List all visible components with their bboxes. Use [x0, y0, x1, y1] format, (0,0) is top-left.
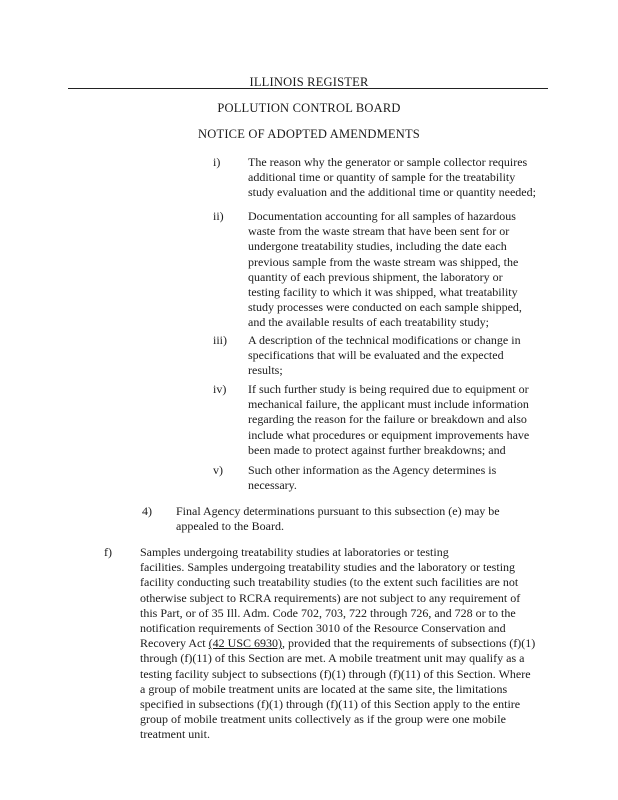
- item-iii-text: [248, 333, 540, 379]
- item-i-text: [248, 155, 540, 201]
- text-line: a group of mobile treatment units are located at the same site, the limitations: [140, 681, 508, 696]
- text-line: mechanical failure, the applicant must include information: [248, 397, 529, 412]
- text-span: Recovery Act: [140, 636, 209, 651]
- text-line: waste from the waste stream that have been sent for or: [248, 224, 510, 239]
- text-line: Samples undergoing treatability studies at laboratories or testing: [140, 545, 449, 559]
- section-f-label: f): [104, 545, 112, 559]
- text-line: been made to protect against further breakdowns; and: [248, 442, 506, 457]
- text-line: A description of the technical modifications or change in: [248, 333, 521, 347]
- text-line: regarding the reason for the failure or breakdown and also: [248, 412, 527, 427]
- item-ii-label: ii): [213, 209, 224, 223]
- text-line: study evaluation and the additional time or quantity needed;: [248, 185, 536, 200]
- board-title: POLLUTION CONTROL BOARD: [217, 101, 401, 115]
- text-line: include what procedures or equipment improvements have: [248, 427, 530, 442]
- item-v-label: v): [213, 463, 223, 477]
- text-line: specified in subsections (f)(1) through (f)(11) of this Section apply to the entire: [140, 697, 521, 712]
- text-line: testing facility subject to subsections (f)(1) through (f)(11) of this Section. Where: [140, 666, 531, 681]
- text-span: , provided that the requirements of subsections (f)(1): [282, 636, 536, 651]
- text-line: this Part, or of 35 Ill. Adm. Code 702, 703, 722 through 726, and 728 or to the: [140, 605, 516, 620]
- text-line: [140, 636, 540, 651]
- item-4-label: 4): [142, 504, 152, 518]
- text-line: study processes were conducted on each sample shipped,: [248, 300, 522, 315]
- text-line: notification requirements of Section 3010 of the Resource Conservation and: [140, 621, 506, 636]
- text-line: specifications that will be evaluated and the expected: [248, 348, 504, 363]
- header-rule: [68, 88, 548, 89]
- text-line: testing facility to which it was shipped, what treatability: [248, 285, 518, 300]
- item-i-label: i): [213, 155, 221, 169]
- register-title: ILLINOIS REGISTER: [249, 75, 369, 89]
- notice-title: NOTICE OF ADOPTED AMENDMENTS: [198, 127, 420, 141]
- text-line: treatment unit.: [140, 727, 210, 742]
- section-f-text: [140, 545, 540, 743]
- item-iv-label: iv): [213, 382, 227, 396]
- text-line: The reason why the generator or sample collector requires: [248, 155, 528, 169]
- text-line: facilities. Samples undergoing treatability studies and the laboratory or testing: [140, 560, 516, 575]
- text-line: and the available results of each treatability study;: [248, 315, 489, 330]
- item-iii-label: iii): [213, 333, 227, 347]
- item-4-text: [176, 504, 536, 534]
- item-iv-text: [248, 382, 540, 458]
- text-line: through (f)(11) of this Section are met. A mobile treatment unit may qualify as a: [140, 651, 525, 666]
- text-line: otherwise subject to RCRA requirements) are not subject to any requirement of: [140, 590, 521, 605]
- text-line: undergone treatability studies, including the date each: [248, 239, 507, 254]
- text-line: facility conducting such treatability studies (to the extent such facilities are not: [140, 575, 519, 590]
- text-line: Documentation accounting for all samples of hazardous: [248, 209, 516, 223]
- text-line: additional time or quantity of sample for the treatability: [248, 170, 516, 185]
- text-line: group of mobile treatment units collectively as if the group were one mobile: [140, 712, 506, 727]
- text-line: If such further study is being required due to equipment or: [248, 382, 529, 396]
- text-line: Such other information as the Agency determines is: [248, 463, 497, 477]
- text-line: Final Agency determinations pursuant to this subsection (e) may be: [176, 504, 500, 518]
- text-line: quantity of each previous shipment, the laboratory or: [248, 269, 503, 284]
- text-line: necessary.: [248, 478, 297, 493]
- text-line: appealed to the Board.: [176, 519, 284, 534]
- text-line: results;: [248, 363, 283, 378]
- item-v-text: [248, 463, 540, 493]
- usc-citation: (42 USC 6930): [208, 636, 282, 651]
- text-line: previous sample from the waste stream was shipped, the: [248, 254, 519, 269]
- item-ii-text: [248, 209, 540, 331]
